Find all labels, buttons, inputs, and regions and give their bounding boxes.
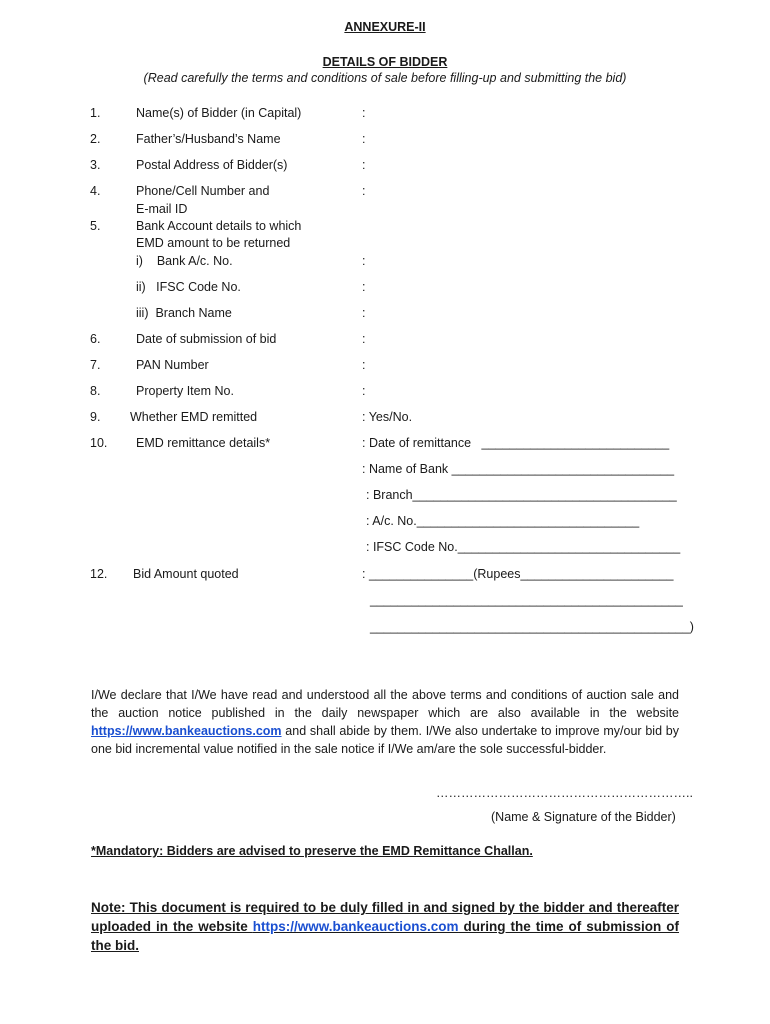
field-label-emd-remittance: EMD remittance details* xyxy=(136,436,271,450)
field-colon: : xyxy=(362,184,366,198)
field-remittance-ifsc: : IFSC Code No.________________________________ xyxy=(366,540,681,554)
row-number: 3. xyxy=(90,158,101,172)
field-bid-amount-line: ______________________________________________) xyxy=(370,620,694,634)
field-colon: : xyxy=(362,332,366,346)
field-label-phone: Phone/Cell Number and xyxy=(136,184,270,198)
mandatory-notice: *Mandatory: Bidders are advised to preserve the EMD Remittance Challan. xyxy=(91,844,533,858)
field-label-bank-details: Bank Account details to which xyxy=(136,219,302,233)
declaration-text: and shall abide by them. I/We also undertake to improve my/our bid by one bid incremental value notified in the sale notice if I/We am/are the sole successful-bidder. xyxy=(91,724,679,756)
field-colon: : xyxy=(362,358,366,372)
field-label-property-item: Property Item No. xyxy=(136,384,234,398)
note-text: Note: This document is required to be duly filled in and signed by the bidder and thereafter uploaded in the website xyxy=(91,900,679,934)
note-paragraph xyxy=(91,898,679,955)
field-bid-amount-line: _____________________________________________ xyxy=(370,593,683,607)
field-label-emd-remitted: Whether EMD remitted xyxy=(130,410,258,424)
field-colon: : xyxy=(362,132,366,146)
declaration-paragraph xyxy=(91,686,679,758)
field-colon: : xyxy=(362,306,366,320)
row-number: 6. xyxy=(90,332,101,346)
document-title: DETAILS OF BIDDER xyxy=(322,55,448,69)
field-label-father-husband-name: Father’s/Husband’s Name xyxy=(136,132,281,146)
field-label-ifsc: ii) IFSC Code No. xyxy=(136,280,241,294)
declaration-text: I/We declare that I/We have read and understood all the above terms and conditions of auction sale and the auction notice published in the daily newspaper which are also available in the website xyxy=(91,688,679,720)
field-colon: : xyxy=(362,106,366,120)
field-label-postal-address: Postal Address of Bidder(s) xyxy=(136,158,288,172)
row-number: 12. xyxy=(90,567,108,581)
field-remittance-date: : Date of remittance ___________________________ xyxy=(362,436,670,450)
field-colon: : xyxy=(362,254,366,268)
field-label-emd-return: EMD amount to be returned xyxy=(136,236,291,250)
field-colon: : xyxy=(362,280,366,294)
field-bid-amount-value: : _______________(Rupees______________________ xyxy=(362,567,674,581)
website-link[interactable]: https://www.bankeauctions.com xyxy=(91,724,282,738)
note-website-link[interactable]: https://www.bankeauctions.com xyxy=(252,919,459,934)
row-number: 2. xyxy=(90,132,101,146)
field-label-pan: PAN Number xyxy=(136,358,209,372)
row-number: 7. xyxy=(90,358,101,372)
row-number: 5. xyxy=(90,219,101,233)
field-label-submission-date: Date of submission of bid xyxy=(136,332,277,346)
note-text: during the time of submission of the bid. xyxy=(91,919,679,953)
field-colon: : xyxy=(362,384,366,398)
field-remittance-ac-no: : A/c. No.________________________________ xyxy=(366,514,640,528)
field-label-bidder-name: Name(s) of Bidder (in Capital) xyxy=(136,106,302,120)
field-value-yes-no: : Yes/No. xyxy=(362,410,413,424)
field-colon: : xyxy=(362,158,366,172)
row-number: 8. xyxy=(90,384,101,398)
field-remittance-branch: : Branch______________________________________ xyxy=(366,488,677,502)
annexure-heading: ANNEXURE-II xyxy=(344,20,426,34)
row-number: 4. xyxy=(90,184,101,198)
row-number: 9. xyxy=(90,410,101,424)
field-label-bank-ac-no: i) Bank A/c. No. xyxy=(136,254,233,268)
field-label-bid-amount: Bid Amount quoted xyxy=(133,567,239,581)
signature-line: …………………………………………………….. xyxy=(436,786,693,800)
field-label-email: E-mail ID xyxy=(136,202,188,216)
document-subtitle: (Read carefully the terms and conditions of sale before filling-up and submitting the bid) xyxy=(143,71,627,85)
field-label-branch-name: iii) Branch Name xyxy=(136,306,232,320)
row-number: 1. xyxy=(90,106,101,120)
row-number: 10. xyxy=(90,436,108,450)
signature-caption: (Name & Signature of the Bidder) xyxy=(491,810,676,824)
field-remittance-bank: : Name of Bank ________________________________ xyxy=(362,462,675,476)
